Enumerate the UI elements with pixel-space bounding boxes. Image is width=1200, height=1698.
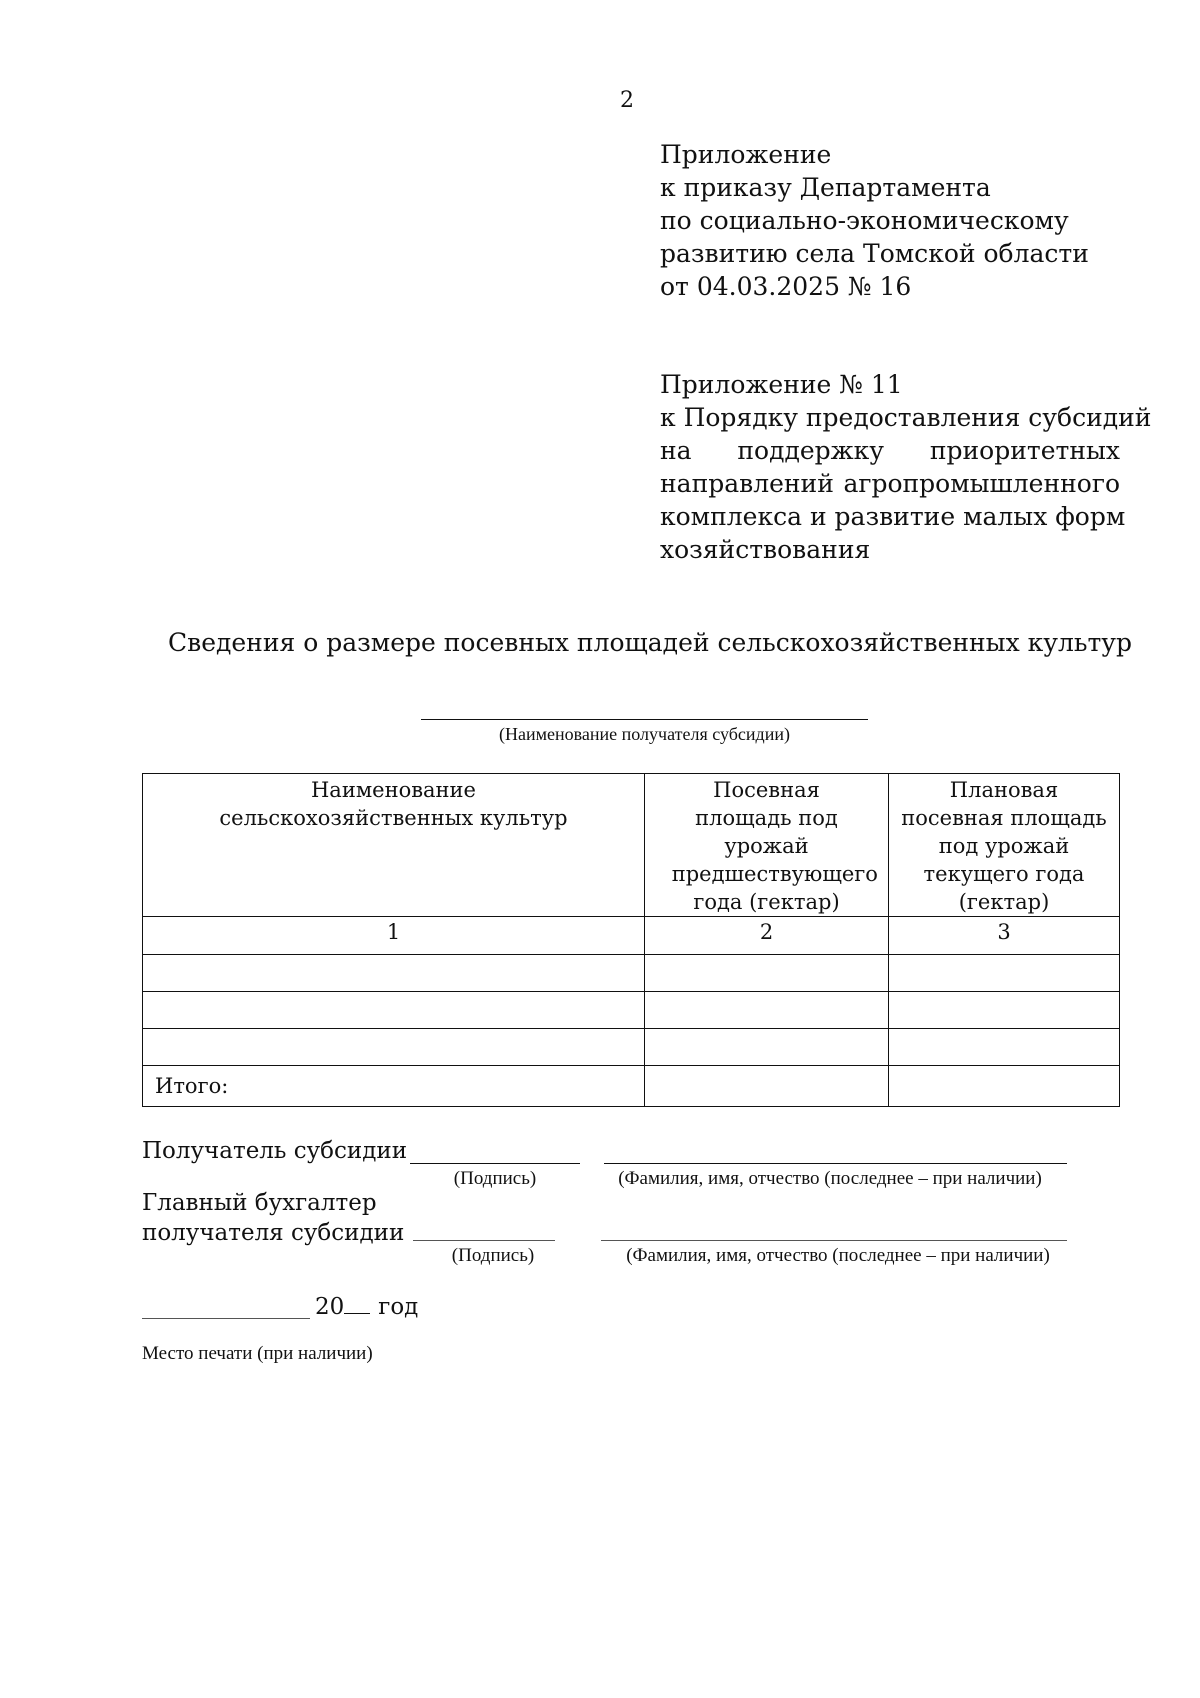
planned-area-cell[interactable]	[889, 955, 1120, 992]
page-number: 2	[620, 88, 634, 113]
appendix-header-line: Приложение	[660, 140, 832, 169]
name-caption: (Фамилия, имя, отчество (последнее – при наличии)	[626, 1245, 1050, 1266]
appendix-header	[660, 138, 1120, 303]
accountant-label-line: Главный бухгалтер	[142, 1190, 377, 1216]
column-number: 3	[889, 917, 1120, 955]
year-suffix: год	[378, 1294, 419, 1320]
total-planned-area-cell[interactable]	[889, 1066, 1120, 1107]
appendix-header-line: по социально-экономическому	[660, 206, 1069, 235]
total-label: Итого:	[143, 1066, 645, 1107]
name-caption: (Фамилия, имя, отчество (последнее – при наличии)	[618, 1168, 1042, 1189]
recipient-name-field[interactable]	[421, 719, 868, 720]
table-row	[143, 992, 1120, 1029]
header-cell-crop-name: Наименование сельскохозяйственных культур	[143, 774, 645, 917]
accountant-name-line[interactable]	[601, 1240, 1067, 1241]
crop-name-cell[interactable]	[143, 992, 645, 1029]
previous-area-cell[interactable]	[645, 955, 889, 992]
appendix-order-word: на	[660, 436, 692, 465]
total-previous-area-cell[interactable]	[645, 1066, 889, 1107]
appendix-header-line: к приказу Департамента	[660, 173, 991, 202]
appendix-order-line	[660, 434, 1120, 467]
appendix-order-word: направлений	[660, 469, 834, 498]
appendix-order-line	[660, 467, 1120, 500]
date-year	[315, 1291, 418, 1320]
recipient-name-line[interactable]	[604, 1163, 1067, 1164]
year-field[interactable]	[344, 1291, 370, 1314]
date-day-month-field[interactable]	[142, 1318, 310, 1319]
planned-area-cell[interactable]	[889, 1029, 1120, 1066]
total-row	[143, 1066, 1120, 1107]
signature-caption: (Подпись)	[451, 1245, 535, 1266]
appendix-order-word: поддержку	[737, 436, 885, 465]
appendix-header-line: от 04.03.2025 № 16	[660, 272, 912, 301]
crop-name-cell[interactable]	[143, 955, 645, 992]
header-cell-previous-area: Посевная площадь под урожай предшествующего года (гектар)	[645, 774, 889, 917]
table-header-row	[143, 774, 1120, 917]
column-number-row	[143, 917, 1120, 955]
header-cell-planned-area: Плановая посевная площадь под урожай текущего года (гектар)	[889, 774, 1120, 917]
accountant-label-line: получателя субсидии	[142, 1220, 405, 1246]
appendix-header-line: развитию села Томской области	[660, 239, 1089, 268]
signature-caption: (Подпись)	[453, 1168, 537, 1189]
appendix-order	[660, 368, 1152, 566]
appendix-order-line: к Порядку предоставления субсидий	[660, 403, 1152, 432]
recipient-label: Получатель субсидии	[142, 1138, 408, 1164]
column-number: 2	[645, 917, 889, 955]
previous-area-cell[interactable]	[645, 992, 889, 1029]
accountant-label	[142, 1188, 404, 1248]
appendix-order-title: Приложение № 11	[660, 370, 903, 399]
planned-area-cell[interactable]	[889, 992, 1120, 1029]
recipient-caption: (Наименование получателя субсидии)	[499, 724, 790, 744]
previous-area-cell[interactable]	[645, 1029, 889, 1066]
appendix-order-line: хозяйствования	[660, 535, 871, 564]
appendix-order-line: комплекса и развитие малых форм	[660, 502, 1126, 531]
appendix-order-word: агропромышленного	[843, 469, 1120, 498]
crop-name-cell[interactable]	[143, 1029, 645, 1066]
document-title: Сведения о размере посевных площадей сельскохозяйственных культур	[167, 628, 1132, 657]
year-prefix: 20	[315, 1294, 345, 1320]
crop-area-table	[142, 773, 1120, 1107]
table-row	[143, 955, 1120, 992]
recipient-signature-field[interactable]	[410, 1163, 580, 1164]
table-row	[143, 1029, 1120, 1066]
column-number: 1	[143, 917, 645, 955]
accountant-signature-field[interactable]	[413, 1240, 555, 1241]
appendix-order-word: приоритетных	[929, 436, 1120, 465]
stamp-place: Место печати (при наличии)	[142, 1343, 373, 1364]
